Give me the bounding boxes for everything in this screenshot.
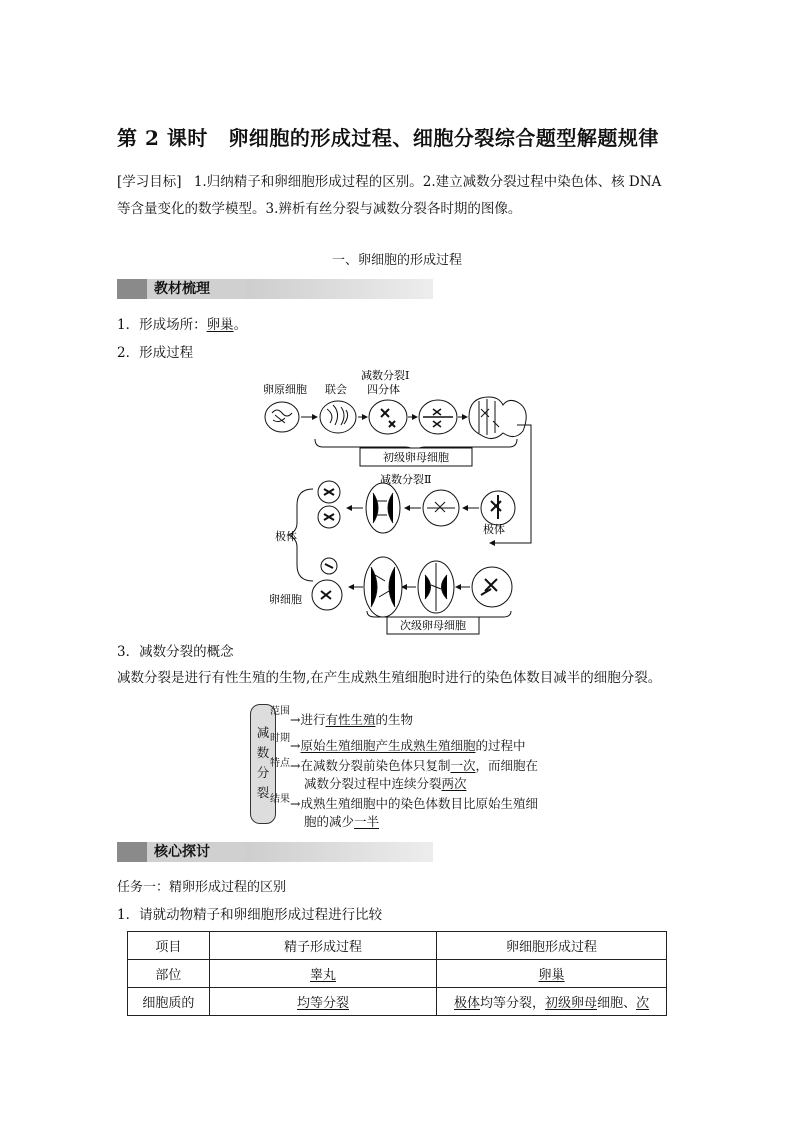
section-title: 一、卵细胞的形成过程	[331, 253, 462, 268]
label-secondary-oocyte: 次级卵母细胞	[400, 619, 466, 632]
label-oogonium: 卵原细胞	[263, 383, 307, 396]
label-meiosis1: 减数分裂Ⅰ	[361, 369, 410, 382]
learning-objectives-line1	[117, 170, 661, 194]
page-title: 第 2 课时 卵细胞的形成过程、细胞分裂综合题型解题规律	[117, 126, 659, 150]
label-synapsis: 联会	[325, 383, 347, 396]
cell-polar-bodies-final	[318, 481, 340, 528]
label-meiosis2: 减数分裂Ⅱ	[380, 473, 432, 486]
objectives-label: [学习目标]	[117, 174, 182, 190]
meiosis-definition: 减数分裂是进行有性生殖的生物,在产生成熟生殖细胞时进行的染色体数目减半的细胞分裂。	[117, 670, 662, 686]
oogenesis-diagram	[255, 365, 555, 640]
cell-synapsis	[320, 401, 356, 433]
item-meiosis-concept: 3．减数分裂的概念	[117, 644, 234, 660]
label-tetrad: 四分体	[367, 383, 400, 396]
label-polar-body-right: 极体	[483, 523, 505, 536]
comparison-prompt: 1．请就动物精子和卵细胞形成过程进行比较	[117, 907, 383, 923]
item-formation-process: 2．形成过程	[117, 345, 194, 361]
meiosis-concept-box: 减 数 分 裂 范围 →进行有性生殖的生物 时期 →原始生殖细胞产生成熟生殖细胞的过程中 特点 →在减数分裂前染色体只复制一次，而细胞在 减数分裂过程中连续分裂两次 结果 →成熟生殖细胞中的染色体数目比原始生殖细 胞的减少一半	[250, 702, 550, 830]
cell-metaphase2	[418, 561, 454, 613]
cell-anaphase1	[469, 397, 526, 439]
label-polar-body-left: 极体	[275, 530, 297, 543]
cell-polar-body-1	[481, 491, 515, 525]
task-one-title: 任务一：精卵形成过程的区别	[117, 880, 287, 895]
item-formation-site: 1．形成场所：卵巢。	[117, 317, 248, 333]
table-row: 细胞质的 均等分裂 极体均等分裂，初级卵母细胞、次	[128, 988, 667, 1016]
cell-polar-body-anaphase2	[366, 483, 400, 533]
label-primary-oocyte: 初级卵母细胞	[383, 451, 449, 464]
cell-polar-body-metaphase2	[423, 490, 459, 526]
concept-label-box: 减 数 分 裂	[250, 704, 276, 824]
answer-ovary: 卵巢	[206, 317, 234, 333]
objectives-text-2: 等含量变化的数学模型。3.辨析有丝分裂与减数分裂各时期的图像。	[117, 201, 522, 217]
cell-anaphase2	[364, 557, 402, 617]
table-header-row: 项目 精子形成过程 卵细胞形成过程	[128, 932, 667, 960]
cell-egg-and-polar	[312, 558, 342, 610]
banner-core-discussion: 核心探讨	[117, 842, 433, 862]
banner-textbook-review: 教材梳理	[117, 279, 433, 299]
objectives-text-1: 1.归纳精子和卵细胞形成过程的区别。2.建立减数分裂过程中染色体、核 DNA	[193, 174, 662, 190]
cell-tetrad	[369, 400, 407, 434]
table-row: 部位 睾丸 卵巢	[128, 960, 667, 988]
comparison-table	[127, 931, 667, 1016]
cell-oogonium	[265, 402, 299, 432]
cell-metaphase1	[419, 400, 457, 434]
cell-secondary-oocyte	[472, 567, 512, 607]
label-egg: 卵细胞	[269, 593, 302, 606]
